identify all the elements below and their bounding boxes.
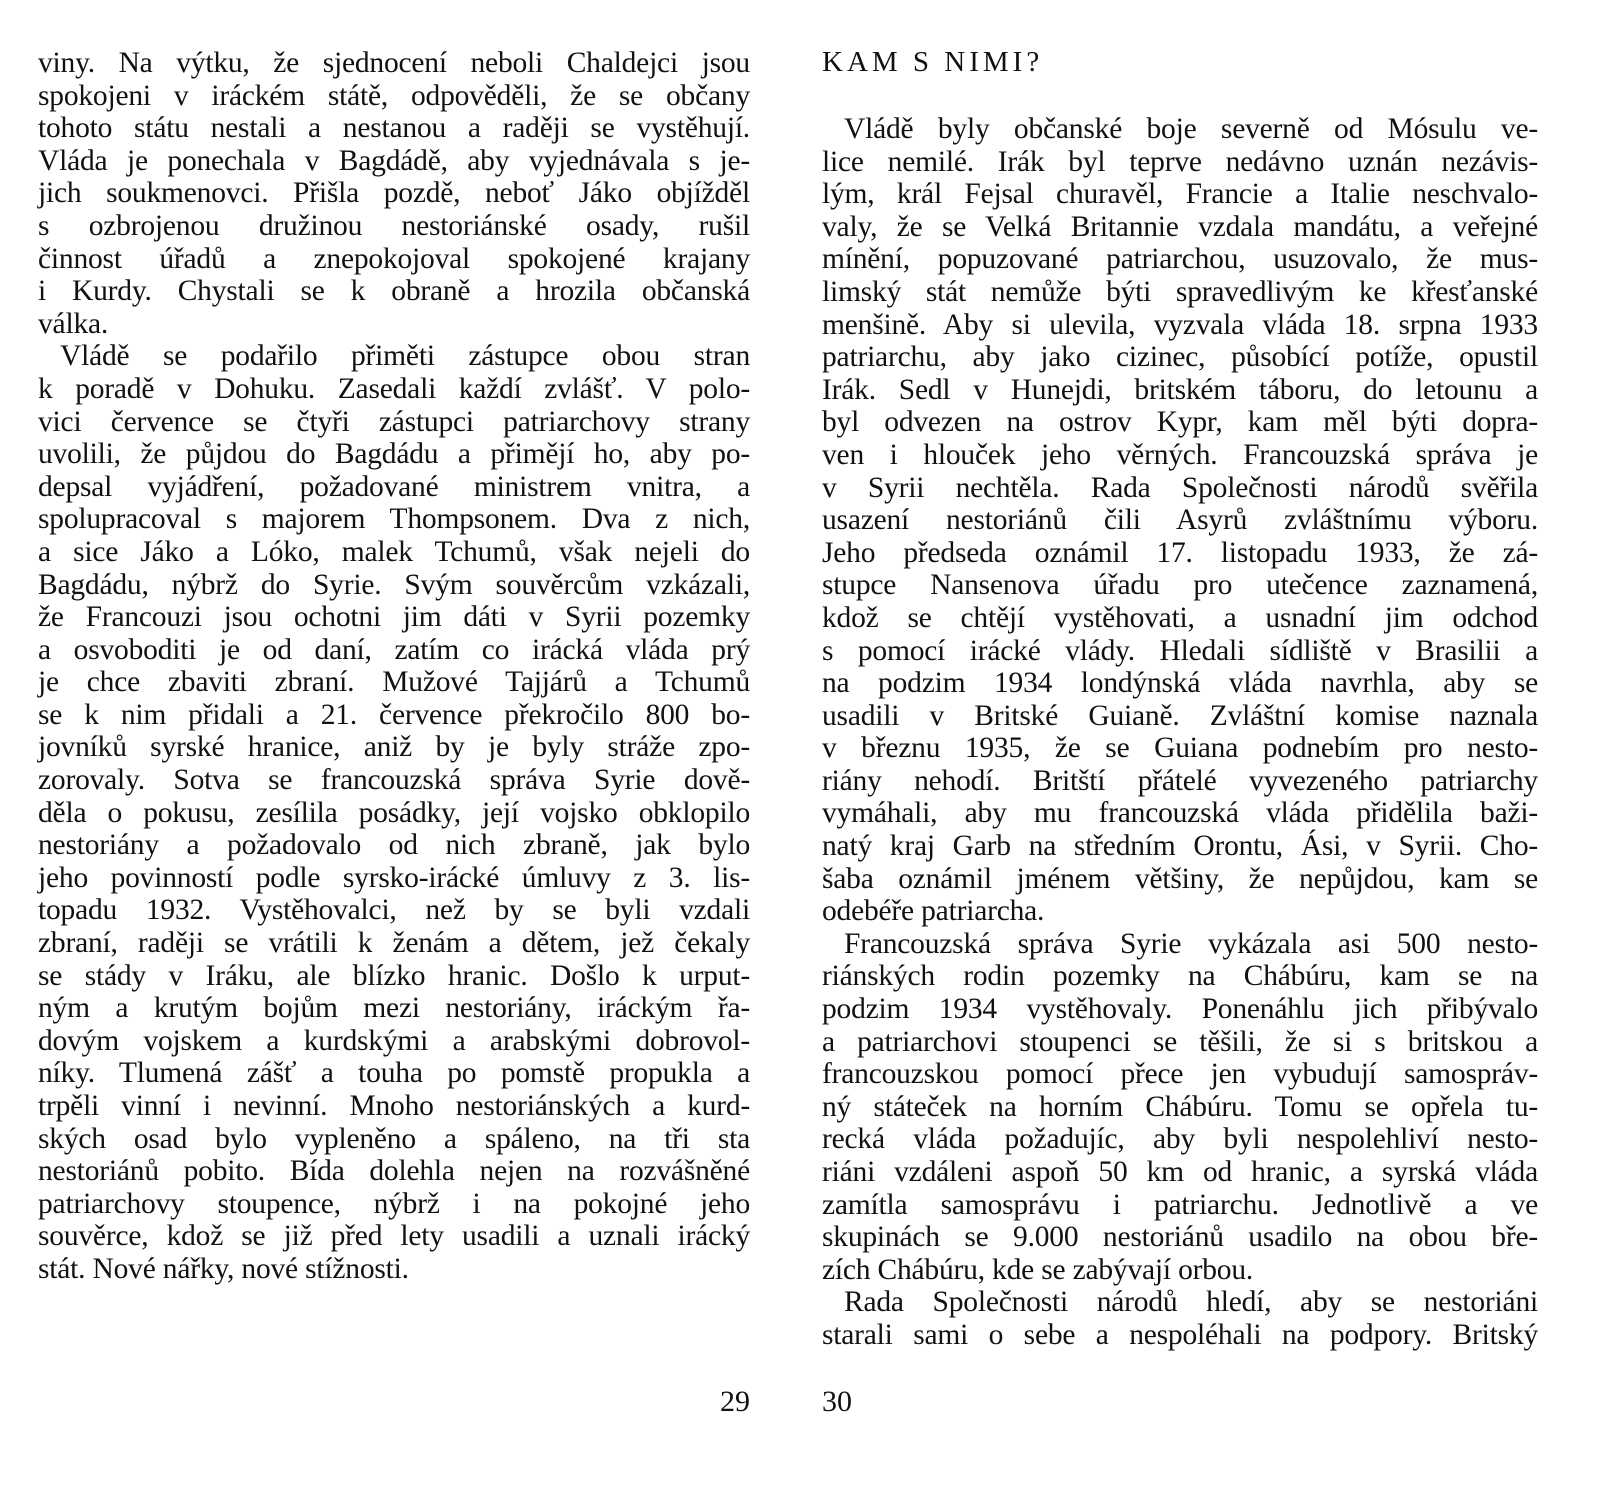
text-line: nestoriány a požadovalo od nich zbraně, jak bylo (38, 829, 750, 862)
text-line: jich soukmenovci. Přišla pozdě, neboť Jáko objížděl (38, 177, 750, 210)
chapter-heading: KAM S NIMI? (822, 46, 1044, 78)
text-line: podzim 1934 vystěhovaly. Ponenáhlu jich přibývalo (822, 993, 1538, 1026)
text-line: kdož se chtějí vystěhovati, a usnadní jim odchod (822, 601, 1538, 634)
text-line: činnost úřadů a znepokojoval spokojené krajany (38, 242, 750, 275)
text-line: francouzskou pomocí přece jen vybudují samospráv- (822, 1058, 1538, 1091)
text-line: uvolili, že půjdou do Bagdádu a přimějí ho, aby po- (38, 438, 750, 471)
text-line: v Syrii nechtěla. Rada Společnosti národů svěřila (822, 471, 1538, 504)
page-number-right: 30 (822, 1385, 852, 1418)
text-line: depsal vyjádření, požadované ministrem vnitra, a (38, 470, 750, 503)
text-line: s pomocí irácké vlády. Hledali sídliště v Brasilii a (822, 634, 1538, 667)
text-line: starali sami o sebe a nespoléhali na podpory. Britský (822, 1318, 1538, 1351)
text-line: ských osad bylo vypleněno a spáleno, na tři sta (38, 1122, 750, 1155)
text-line: lice nemilé. Irák byl teprve nedávno uznán nezávis- (822, 145, 1538, 178)
text-line: zbraní, raději se vrátili k ženám a dětem, jež čekaly (38, 927, 750, 960)
text-line: lým, král Fejsal churavěl, Francie a Italie neschvalo- (822, 178, 1538, 211)
text-line: Vládě byly občanské boje severně od Mósulu ve- (844, 113, 1538, 145)
text-line: vici července se čtyři zástupci patriarchovy strany (38, 405, 750, 438)
text-line: jeho povinností podle syrsko-irácké úmluvy z 3. lis- (38, 861, 750, 894)
text-line: k poradě v Dohuku. Zasedali každí zvlášť. V polo- (38, 372, 750, 405)
text-line: je chce zbaviti zbraní. Mužové Tajjárů a Tchumů (38, 666, 750, 699)
text-line: ven i hlouček jeho věrných. Francouzská správa je (822, 438, 1538, 471)
text-line: Rada Společnosti národů hledí, aby se nestoriáni (844, 1286, 1538, 1319)
text-line: odebéře patriarcha. (822, 895, 1045, 928)
text-line: a sice Jáko a Lóko, malek Tchumů, však nejeli do (38, 535, 750, 568)
text-line: šaba oznámil jménem většiny, že nepůjdou, kam se (822, 862, 1538, 895)
text-line: zích Chábúru, kde se zabývají orbou. (822, 1253, 1254, 1286)
text-line: mínění, popuzované patriarchou, usuzovalo, že mus- (822, 243, 1538, 276)
text-line: ným a krutým bojům mezi nestoriány, iráckým řa- (38, 992, 750, 1025)
right-page-text (822, 113, 1538, 1352)
page-number-left: 29 (720, 1385, 750, 1418)
text-line: nestoriánů pobito. Bída dolehla nejen na rozvášněné (38, 1155, 750, 1188)
text-line: recká vláda požadujíc, aby byli nespolehliví nesto- (822, 1123, 1538, 1156)
text-line: riánských rodin pozemky na Chábúru, kam se na (822, 960, 1538, 993)
text-line: a osvoboditi je od daní, zatím co irácká vláda prý (38, 633, 750, 666)
text-line: patriarchovy stoupence, nýbrž i na pokojné jeho (38, 1187, 750, 1220)
text-line: zamítla samosprávu i patriarchu. Jednotlivě a ve (822, 1188, 1538, 1221)
text-line: válka. (38, 307, 109, 340)
text-line: Vláda je ponechala v Bagdádě, aby vyjednávala s je- (38, 144, 750, 177)
text-line: natý kraj Garb na středním Orontu, Ási, v Syrii. Cho- (822, 830, 1538, 863)
text-line: se k nim přidali a 21. července překročilo 800 bo- (38, 698, 750, 731)
text-line: jovníků syrské hranice, aniž by je byly stráže zpo- (38, 731, 750, 764)
text-line: Bagdádu, nýbrž do Syrie. Svým souvěrcům vzkázali, (38, 568, 750, 601)
text-line: skupinách se 9.000 nestoriánů usadilo na obou bře- (822, 1221, 1538, 1254)
text-line: riáni vzdáleni aspoň 50 km od hranic, a syrská vláda (822, 1156, 1538, 1188)
text-line: a patriarchovi stoupenci se těšili, že si s britskou a (822, 1025, 1538, 1058)
left-page (38, 0, 750, 1500)
text-line: že Francouzi jsou ochotni jim dáti v Syrii pozemky (38, 601, 750, 634)
text-line: viny. Na výtku, že sjednocení neboli Chaldejci jsou (38, 47, 750, 79)
text-line: v březnu 1935, že se Guiana podnebím pro nesto- (822, 732, 1538, 765)
text-line: riány nehodí. Britští přátelé vyvezeného patriarchy (822, 764, 1538, 797)
text-line: valy, že se Velká Britannie vzdala mandátu, a veřejné (822, 210, 1538, 243)
text-line: níky. Tlumená zášť a touha po pomstě propukla a (38, 1057, 750, 1090)
text-line: patriarchu, aby jako cizinec, působící potíže, opustil (822, 341, 1538, 374)
text-line: limský stát nemůže býti spravedlivým ke křesťanské (822, 275, 1538, 308)
text-line: menšině. Aby si ulevila, vyzvala vláda 18. srpna 1933 (822, 308, 1538, 341)
text-line: dovým vojskem a kurdskými a arabskými dobrovol- (38, 1024, 750, 1057)
text-line: zorovaly. Sotva se francouzská správa Syrie dově- (38, 764, 750, 797)
text-line: spolupracoval s majorem Thompsonem. Dva z nich, (38, 503, 750, 536)
text-line: usazení nestoriánů čili Asyrů zvláštnímu výboru. (822, 504, 1538, 537)
left-page-text (38, 47, 750, 1286)
text-line: Vládě se podařilo přiměti zástupce obou stran (60, 340, 750, 373)
text-line: stupce Nansenova úřadu pro utečence zaznamená, (822, 569, 1538, 602)
text-line: na podzim 1934 londýnská vláda navrhla, aby se (822, 667, 1538, 700)
text-line: Jeho předseda oznámil 17. listopadu 1933, že zá- (822, 536, 1538, 569)
text-line: byl odvezen na ostrov Kypr, kam měl býti dopra- (822, 406, 1538, 439)
text-line: topadu 1932. Vystěhovalci, než by se byli vzdali (38, 894, 750, 927)
text-line: trpěli vinní i nevinní. Mnoho nestoriánských a kurd- (38, 1090, 750, 1122)
text-line: Francouzská správa Syrie vykázala asi 500 nesto- (844, 927, 1538, 960)
text-line: usadili v Britské Guianě. Zvláštní komise naznala (822, 699, 1538, 732)
text-line: i Kurdy. Chystali se k obraně a hrozila občanská (38, 275, 750, 308)
text-line: tohoto státu nestali a nestanou a raději se vystěhují. (38, 112, 750, 145)
text-line: spokojeni v iráckém státě, odpověděli, že se občany (38, 79, 750, 112)
text-line: Irák. Sedl v Hunejdi, britském táboru, do letounu a (822, 373, 1538, 406)
text-line: se stády v Iráku, ale blízko hranic. Došlo k urput- (38, 959, 750, 992)
text-line: souvěrce, kdož se již před lety usadili a uznali irácký (38, 1220, 750, 1253)
right-page (822, 0, 1538, 1500)
text-line: stát. Nové nářky, nové stížnosti. (38, 1252, 409, 1285)
text-line: ný státeček na horním Chábúru. Tomu se opřela tu- (822, 1090, 1538, 1123)
text-line: děla o pokusu, zesílila posádky, její vojsko obklopilo (38, 796, 750, 829)
text-line: s ozbrojenou družinou nestoriánské osady, rušil (38, 209, 750, 242)
text-line: vymáhali, aby mu francouzská vláda přidělila baži- (822, 797, 1538, 830)
